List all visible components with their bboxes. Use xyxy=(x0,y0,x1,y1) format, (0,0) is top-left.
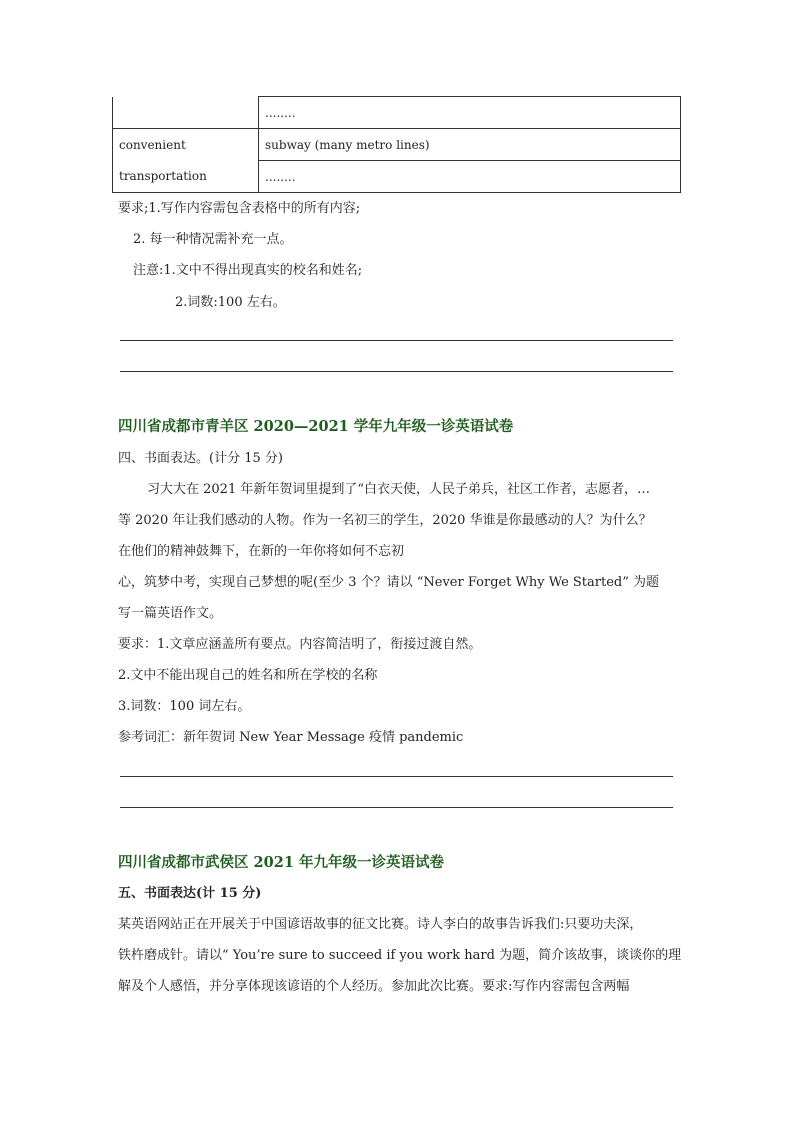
requirement-1: 要求;1.写作内容需包含表格中的所有内容; xyxy=(118,201,361,216)
requirement-line: 要求：1.文章应涵盖所有要点。内容简洁明了，衔接过渡自然。 xyxy=(118,637,482,652)
requirement-line: 2.文中不能出现自己的姓名和所在学校的名称 xyxy=(118,668,378,683)
answer-line xyxy=(120,807,673,808)
table-row xyxy=(113,97,681,129)
note-2: 2.词数:100 左右。 xyxy=(175,295,286,310)
paragraph-line: 某英语网站正在开展关于中国谚语故事的征文比赛。诗人李白的故事告诉我们:只要功夫深， xyxy=(118,917,643,932)
table-cell: subway (many metro lines) xyxy=(259,129,681,161)
paragraph-line: 写一篇英语作文。 xyxy=(118,606,223,621)
reference-vocab: 参考词汇：新年贺词 New Year Message 疫情 pandemic xyxy=(118,730,464,745)
paragraph-line: 在他们的精神鼓舞下，在新的一年你将如何不忘初 xyxy=(118,544,405,559)
info-table xyxy=(112,96,681,193)
section-title: 四川省成都市青羊区 2020—2021 学年九年级一诊英语试卷 xyxy=(118,418,514,435)
part-heading: 四、书面表达。(计分 15 分) xyxy=(118,451,283,466)
paragraph-line: 解及个人感悟，并分享体现该谚语的个人经历。参加此次比赛。要求:写作内容需包含两幅 xyxy=(118,979,630,994)
paragraph-line: 习大大在 2021 年新年贺词里提到了“白衣天使，人民子弟兵，社区工作者，志愿者，… xyxy=(147,482,650,497)
table-row xyxy=(113,129,681,161)
table-cell: convenient xyxy=(113,129,259,161)
answer-line xyxy=(120,776,673,777)
paragraph-line: 心，筑梦中考，实现自己梦想的呢(至少 3 个？请以 “Never Forget Why We Started” 为题 xyxy=(118,575,660,590)
answer-line xyxy=(120,340,673,341)
requirement-line: 3.词数：100 词左右。 xyxy=(118,699,251,714)
table-cell: ........ xyxy=(259,97,681,129)
table-cell: ........ xyxy=(259,161,681,193)
paragraph-line: 等 2020 年让我们感动的人物。作为一名初三的学生，2020 华谁是你最感动的人？为什么？ xyxy=(118,513,652,528)
section-title: 四川省成都市武侯区 2021 年九年级一诊英语试卷 xyxy=(118,854,444,871)
table-cell xyxy=(113,97,259,129)
note-1: 注意:1.文中不得出现真实的校名和姓名; xyxy=(133,263,363,278)
table-row xyxy=(113,161,681,193)
paragraph-line: 铁杵磨成针。请以“ You’re sure to succeed if you work hard 为题，简介该故事，谈谈你的理 xyxy=(118,948,682,963)
answer-line xyxy=(120,371,673,372)
part-heading: 五、书面表达(计 15 分) xyxy=(118,886,262,901)
table-cell: transportation xyxy=(113,161,259,193)
requirement-2: 2. 每一种情况需补充一点。 xyxy=(133,232,293,247)
